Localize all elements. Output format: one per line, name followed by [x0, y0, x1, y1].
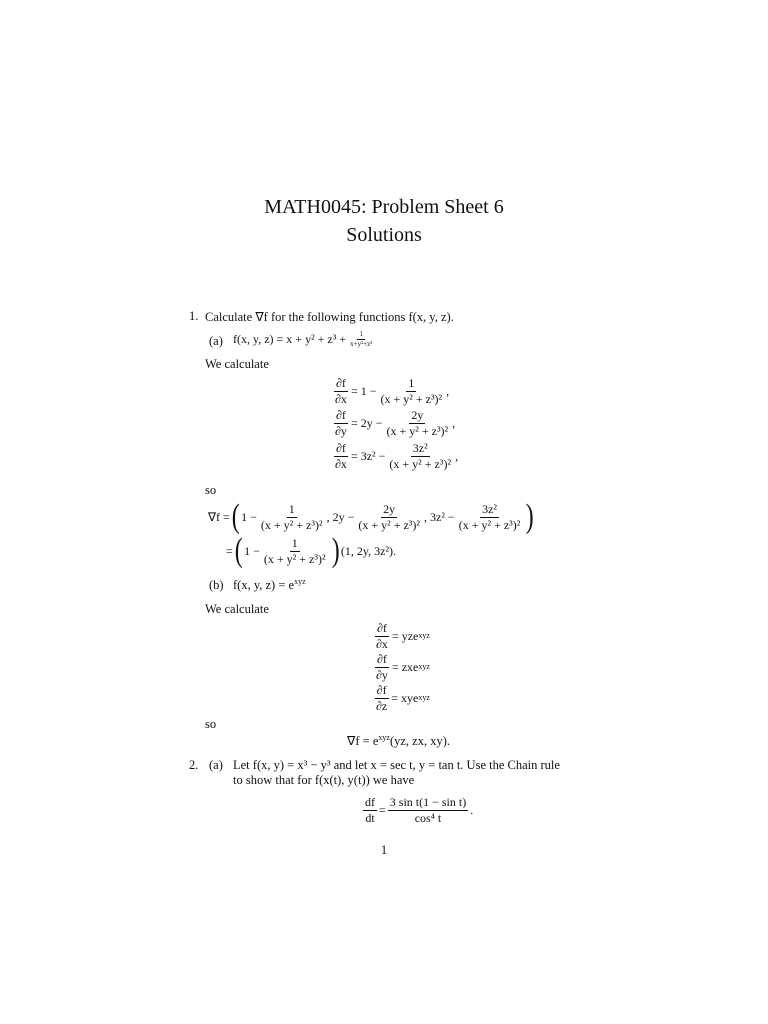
- fraction-denominator: ∂y: [376, 667, 388, 682]
- part-a-gradient-line-2: [226, 534, 396, 568]
- fraction-denominator: dt: [365, 810, 375, 825]
- equation-punctuation: ,: [446, 383, 450, 398]
- fraction-denominator: ∂x: [335, 391, 347, 406]
- gradient-term-2-fraction: [356, 503, 422, 531]
- partial-fraction: [374, 653, 390, 681]
- part-a-function-fraction: [348, 331, 374, 349]
- partial-fraction: [374, 684, 389, 712]
- fraction-denominator: (x + y² + z³)²: [380, 391, 443, 406]
- fraction-numerator: 1: [291, 535, 298, 550]
- fraction-denominator: x+y²+z³: [350, 340, 373, 349]
- gradient-term-1-fraction: [259, 503, 325, 531]
- gradient-factor: 1 −: [244, 543, 260, 558]
- fraction-numerator: 3z²: [412, 441, 428, 455]
- fraction-numerator: 3 sin t(1 − sin t): [389, 795, 467, 809]
- equation-rhs: = 1 −: [350, 383, 377, 398]
- part-a-label: (a): [209, 334, 223, 348]
- gradient-equals: =: [226, 543, 233, 558]
- partial-fraction: [333, 377, 349, 405]
- problem-1-number: 1.: [189, 309, 199, 323]
- right-paren: ): [526, 498, 534, 535]
- part-a-gradient-line-1: [208, 500, 536, 534]
- equation-rhs: = yze: [391, 628, 419, 643]
- part-b-equation-2: $\frac{\partial f}{\partial y}$ = zxe xyz: [376, 652, 430, 682]
- right-paren: ): [331, 532, 340, 569]
- part-b-equation-1: $\frac{\partial f}{\partial x}$ = yze xyz: [376, 621, 430, 651]
- exponent: xyz: [378, 732, 390, 742]
- part-b-equation-3: $\frac{\partial f}{\partial z}$ = xye xyz: [376, 683, 430, 713]
- gradient-vector: (yz, zx, xy).: [389, 734, 450, 748]
- exponent: xyz: [294, 576, 306, 586]
- partial-fraction: [374, 622, 390, 650]
- rhs-fraction: [387, 442, 453, 470]
- part-a-we-calculate: We calculate: [205, 357, 269, 371]
- equation-punctuation: ,: [452, 415, 456, 430]
- fraction-numerator: 1: [288, 501, 295, 516]
- document-title: MATH0045: Problem Sheet 6: [264, 196, 504, 218]
- fraction-denominator: (x + y² + z³)²: [458, 517, 521, 532]
- part-a-function-text: f(x, y, z) = x + y² + z³ +: [233, 332, 347, 347]
- left-paren: (: [234, 532, 243, 569]
- fraction-denominator: (x + y² + z³)²: [386, 423, 449, 438]
- problem-2-equation: [361, 796, 473, 824]
- gradient-term-1: 1 −: [241, 509, 257, 524]
- equation-rhs: = zxe: [391, 659, 419, 674]
- rhs-fraction: [388, 796, 468, 824]
- fraction-numerator: df: [365, 795, 375, 809]
- rhs-fraction: [384, 409, 450, 437]
- fraction-numerator: ∂f: [376, 683, 387, 697]
- page-number: 1: [380, 843, 388, 857]
- fraction-numerator: 1: [357, 331, 365, 340]
- gradient-lhs: ∇f =: [208, 509, 230, 524]
- part-a-equation-1: [331, 377, 449, 405]
- problem-2-line-2: to show that for f(x(t), y(t)) we have: [233, 773, 415, 787]
- gradient-term-2: , 2y −: [326, 509, 355, 524]
- gradient-vector: (1, 2y, 3z²).: [340, 543, 397, 558]
- fraction-denominator: ∂z: [376, 698, 388, 713]
- rhs-fraction: [378, 377, 444, 405]
- fraction-numerator: 3z²: [482, 501, 497, 516]
- fraction-numerator: ∂f: [336, 376, 346, 390]
- fraction-denominator: (x + y² + z³)²: [260, 517, 323, 532]
- part-a-equation-3: [331, 442, 458, 470]
- problem-2-number: 2.: [189, 758, 199, 772]
- problem-1-prompt: Calculate ∇f for the following functions f(x, y, z).: [205, 310, 454, 324]
- equation-rhs: = xye: [391, 690, 419, 705]
- fraction-numerator: 2y: [383, 501, 396, 516]
- fraction-numerator: 1: [408, 376, 415, 390]
- gradient-lhs: ∇f = e: [347, 734, 379, 748]
- fraction-numerator: ∂f: [377, 621, 387, 635]
- fraction-numerator: 2y: [411, 408, 424, 422]
- equation-rhs: = 2y −: [350, 415, 383, 430]
- part-a-so: so: [205, 483, 217, 497]
- part-b-function: [233, 578, 306, 593]
- part-b-function-text: f(x, y, z) = e: [233, 578, 295, 592]
- fraction-numerator: ∂f: [377, 652, 387, 666]
- partial-fraction: [333, 409, 349, 437]
- part-b-we-calculate: We calculate: [205, 602, 269, 616]
- fraction-numerator: ∂f: [336, 441, 346, 455]
- left-paren: (: [231, 498, 240, 535]
- problem-2-line-1: Let f(x, y) = x³ − y³ and let x = sec t, y = tan t. Use the Chain rule: [233, 758, 560, 772]
- equation-punctuation: ,: [455, 448, 459, 463]
- equation-punctuation: .: [470, 802, 474, 817]
- part-b-gradient: [347, 733, 450, 749]
- fraction-denominator: (x + y² + z³)²: [389, 456, 452, 471]
- gradient-factor-fraction: [262, 537, 328, 565]
- part-a-equation-2: [331, 409, 455, 437]
- fraction-denominator: (x + y² + z³)²: [358, 517, 420, 532]
- fraction-denominator: ∂x: [376, 636, 388, 651]
- fraction-denominator: (x + y² + z³)²: [263, 551, 326, 566]
- fraction-denominator: ∂x: [335, 456, 347, 471]
- partial-fraction: [333, 442, 349, 470]
- fraction-denominator: cos⁴ t: [414, 810, 442, 825]
- problem-2-part-a-label: (a): [209, 758, 223, 772]
- equation-rhs: = 3z² −: [350, 448, 386, 463]
- fraction-numerator: ∂f: [336, 408, 346, 422]
- gradient-term-3: , 3z² −: [424, 509, 455, 524]
- gradient-term-3-fraction: [457, 503, 523, 531]
- fraction-denominator: ∂y: [335, 423, 347, 438]
- part-b-so: so: [205, 717, 217, 731]
- equation-equals: =: [379, 802, 386, 817]
- part-a-function: [233, 331, 376, 349]
- document-subtitle: Solutions: [346, 224, 422, 246]
- part-b-label: (b): [209, 578, 224, 592]
- derivative-fraction: [363, 796, 377, 824]
